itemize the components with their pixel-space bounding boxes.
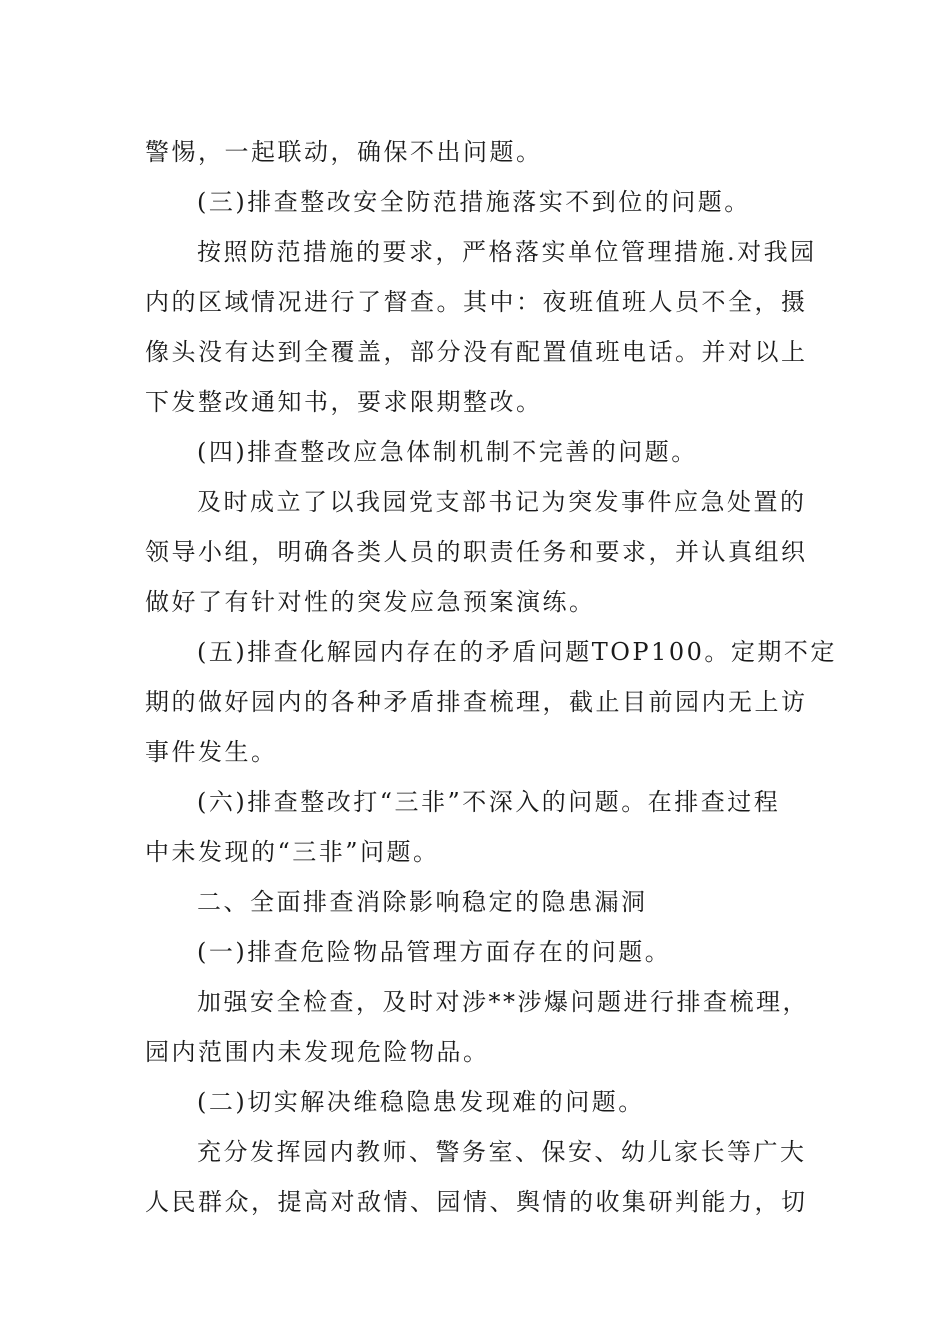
text-line: (四)排查整改应急体制机制不完善的问题。 [197,438,698,466]
text-line: 充分发挥园内教师、警务室、保安、幼儿家长等广大 [197,1138,807,1166]
text-line: 像头没有达到全覆盖，部分没有配置值班电话。并对以上 [145,338,808,366]
text-line: 按照防范措施的要求，严格落实单位管理措施.对我园 [197,238,817,266]
text-line: (六)排查整改打“三非”不深入的问题。在排查过程 [197,788,781,816]
text-line: 做好了有针对性的突发应急预案演练。 [145,588,596,616]
text-line: (一)排查危险物品管理方面存在的问题。 [197,938,672,966]
text-line: 内的区域情况进行了督查。其中：夜班值班人员不全，摄 [145,288,808,316]
text-line: 中未发现的“三非”问题。 [145,838,440,866]
text-line: 事件发生。 [145,738,278,766]
text-line: (五)排查化解园内存在的矛盾问题TOP100。定期不定 [197,638,837,666]
text-line: 及时成立了以我园党支部书记为突发事件应急处置的 [197,488,807,516]
text-line: 警惕，一起联动，确保不出问题。 [145,138,543,166]
text-line: (二)切实解决维稳隐患发现难的问题。 [197,1088,645,1116]
text-line: 人民群众，提高对敌情、园情、舆情的收集研判能力，切 [145,1188,808,1216]
section-heading: 二、全面排查消除影响稳定的隐患漏洞 [197,888,648,916]
text-line: 下发整改通知书，要求限期整改。 [145,388,543,416]
document-body [145,127,837,1227]
text-line: 期的做好园内的各种矛盾排查梳理，截止目前园内无上访 [145,688,808,716]
text-line: 领导小组，明确各类人员的职责任务和要求，并认真组织 [145,538,808,566]
text-line: 加强安全检查，及时对涉**涉爆问题进行排查梳理， [197,988,809,1016]
text-line: (三)排查整改安全防范措施落实不到位的问题。 [197,188,751,216]
text-line: 园内范围内未发现危险物品。 [145,1038,490,1066]
